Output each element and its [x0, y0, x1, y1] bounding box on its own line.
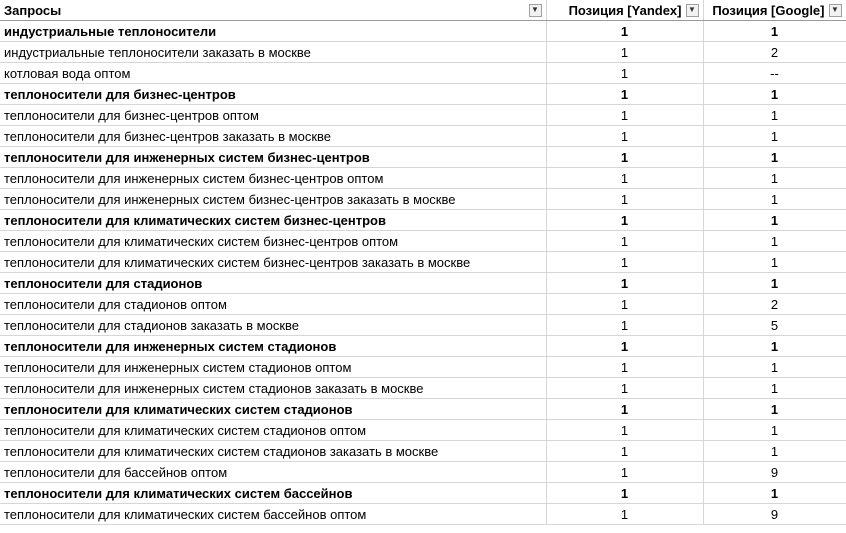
cell-google-position: 9: [703, 504, 846, 525]
cell-google-position: 1: [703, 483, 846, 504]
filter-dropdown-icon[interactable]: ▼: [686, 4, 699, 17]
header-row: [0, 0, 846, 21]
cell-yandex-position: 1: [546, 21, 703, 42]
cell-query: теплоносители для бизнес-центров: [0, 84, 546, 105]
table-row: [0, 462, 846, 483]
cell-query: теплоносители для инженерных систем стадионов заказать в москве: [0, 378, 546, 399]
cell-yandex-position: 1: [546, 252, 703, 273]
cell-query: теплоносители для инженерных систем бизнес-центров оптом: [0, 168, 546, 189]
cell-yandex-position: 1: [546, 273, 703, 294]
cell-google-position: 1: [703, 189, 846, 210]
cell-google-position: 1: [703, 210, 846, 231]
cell-query: теплоносители для климатических систем бассейнов оптом: [0, 504, 546, 525]
table-row: [0, 336, 846, 357]
table-row: [0, 63, 846, 84]
cell-yandex-position: 1: [546, 315, 703, 336]
header-google-label: Позиция [Google]: [712, 2, 825, 18]
cell-google-position: 2: [703, 42, 846, 63]
cell-yandex-position: 1: [546, 483, 703, 504]
cell-yandex-position: 1: [546, 420, 703, 441]
cell-query: теплоносители для стадионов заказать в москве: [0, 315, 546, 336]
table-row: [0, 189, 846, 210]
cell-yandex-position: 1: [546, 294, 703, 315]
cell-yandex-position: 1: [546, 42, 703, 63]
table-row: [0, 399, 846, 420]
cell-yandex-position: 1: [546, 231, 703, 252]
cell-query: теплоносители для стадионов оптом: [0, 294, 546, 315]
cell-query: теплоносители для инженерных систем стадионов: [0, 336, 546, 357]
header-google: [703, 0, 846, 21]
table-row: [0, 315, 846, 336]
table-row: [0, 294, 846, 315]
cell-google-position: 1: [703, 441, 846, 462]
table-row: [0, 357, 846, 378]
cell-query: теплоносители для климатических систем бизнес-центров: [0, 210, 546, 231]
table-row: [0, 420, 846, 441]
table-row: [0, 504, 846, 525]
cell-query: теплоносители для бизнес-центров оптом: [0, 105, 546, 126]
cell-google-position: 2: [703, 294, 846, 315]
cell-query: теплоносители для бизнес-центров заказать в москве: [0, 126, 546, 147]
table-row: [0, 378, 846, 399]
cell-query: теплоносители для климатических систем стадионов заказать в москве: [0, 441, 546, 462]
cell-google-position: 1: [703, 21, 846, 42]
cell-yandex-position: 1: [546, 84, 703, 105]
header-query: [0, 0, 546, 21]
table-row: [0, 252, 846, 273]
cell-google-position: 1: [703, 357, 846, 378]
table-row: [0, 483, 846, 504]
cell-google-position: 9: [703, 462, 846, 483]
cell-google-position: 1: [703, 336, 846, 357]
cell-query: индустриальные теплоносители: [0, 21, 546, 42]
cell-yandex-position: 1: [546, 504, 703, 525]
cell-yandex-position: 1: [546, 189, 703, 210]
table-row: [0, 126, 846, 147]
cell-google-position: 1: [703, 84, 846, 105]
cell-query: теплоносители для климатических систем бизнес-центров заказать в москве: [0, 252, 546, 273]
cell-google-position: 1: [703, 126, 846, 147]
cell-query: теплоносители для инженерных систем бизнес-центров заказать в москве: [0, 189, 546, 210]
cell-query: теплоносители для инженерных систем стадионов оптом: [0, 357, 546, 378]
cell-yandex-position: 1: [546, 462, 703, 483]
table-row: [0, 210, 846, 231]
filter-dropdown-icon[interactable]: ▼: [829, 4, 842, 17]
cell-yandex-position: 1: [546, 168, 703, 189]
cell-google-position: 1: [703, 105, 846, 126]
table-row: [0, 273, 846, 294]
cell-google-position: 1: [703, 378, 846, 399]
cell-yandex-position: 1: [546, 147, 703, 168]
cell-query: теплоносители для климатических систем бизнес-центров оптом: [0, 231, 546, 252]
table-row: [0, 147, 846, 168]
filter-dropdown-icon[interactable]: ▼: [529, 4, 542, 17]
table-row: [0, 105, 846, 126]
header-yandex-label: Позиция [Yandex]: [568, 2, 682, 18]
cell-query: теплоносители для бассейнов оптом: [0, 462, 546, 483]
cell-query: теплоносители для стадионов: [0, 273, 546, 294]
cell-query: теплоносители для инженерных систем бизнес-центров: [0, 147, 546, 168]
cell-yandex-position: 1: [546, 441, 703, 462]
table-row: [0, 21, 846, 42]
cell-google-position: 1: [703, 147, 846, 168]
table-row: [0, 42, 846, 63]
cell-google-position: 1: [703, 273, 846, 294]
table-row: [0, 168, 846, 189]
table-row: [0, 84, 846, 105]
header-query-label: Запросы: [4, 2, 62, 18]
cell-yandex-position: 1: [546, 63, 703, 84]
cell-yandex-position: 1: [546, 210, 703, 231]
cell-google-position: 1: [703, 399, 846, 420]
cell-yandex-position: 1: [546, 336, 703, 357]
cell-google-position: 1: [703, 420, 846, 441]
cell-google-position: 1: [703, 231, 846, 252]
cell-yandex-position: 1: [546, 378, 703, 399]
cell-google-position: 5: [703, 315, 846, 336]
cell-query: индустриальные теплоносители заказать в москве: [0, 42, 546, 63]
cell-query: котловая вода оптом: [0, 63, 546, 84]
table-body: [0, 21, 846, 525]
table-row: [0, 441, 846, 462]
cell-google-position: 1: [703, 168, 846, 189]
table-row: [0, 231, 846, 252]
cell-yandex-position: 1: [546, 357, 703, 378]
cell-google-position: --: [703, 63, 846, 84]
cell-query: теплоносители для климатических систем стадионов: [0, 399, 546, 420]
cell-google-position: 1: [703, 252, 846, 273]
cell-yandex-position: 1: [546, 399, 703, 420]
cell-yandex-position: 1: [546, 105, 703, 126]
cell-query: теплоносители для климатических систем стадионов оптом: [0, 420, 546, 441]
cell-query: теплоносители для климатических систем бассейнов: [0, 483, 546, 504]
header-yandex: [546, 0, 703, 21]
cell-yandex-position: 1: [546, 126, 703, 147]
